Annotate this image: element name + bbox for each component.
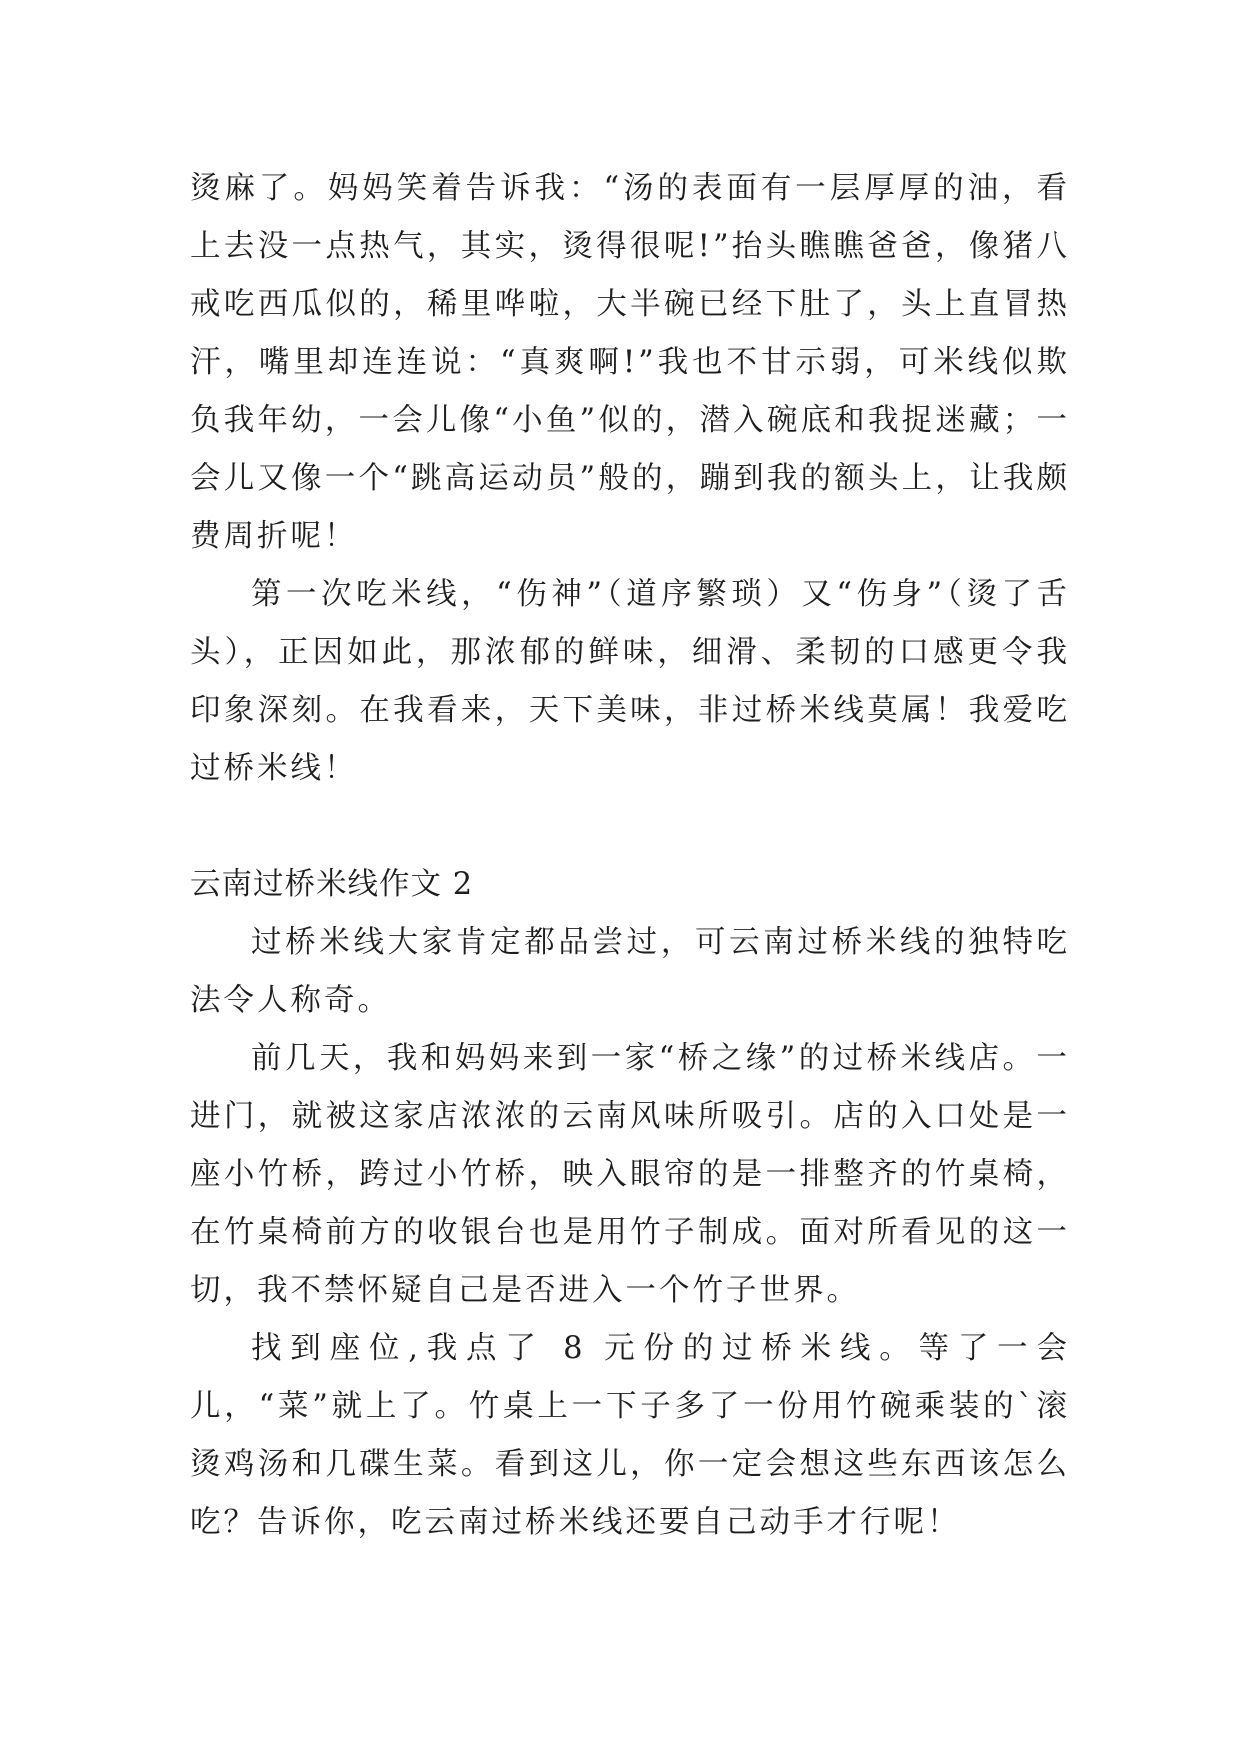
paragraph: 过桥米线大家肯定都品尝过，可云南过桥米线的独特吃法令人称奇。 (190, 925, 1070, 1018)
paragraph: 前几天，我和妈妈来到一家“桥之缘”的过桥米线店。一进门，就被这家店浓浓的云南风味所吸引。店的入口处是一座小竹桥，跨过小竹桥，映入眼帘的是一排整齐的竹桌椅，在竹桌椅前方的收银台也是用竹子制成。面对所看见的这一切，我不禁怀疑自己是否进入一个竹子世界。 (190, 1041, 1070, 1308)
section-title: 云南过桥米线作文 2 (190, 867, 474, 902)
paragraph: 第一次吃米线，“伤神”（道序繁琐）又“伤身”（烫了舌头），正因如此，那浓郁的鲜味，细滑、柔韧的口感更令我印象深刻。在我看来，天下美味，非过桥米线莫属！我爱吃过桥米线！ (190, 577, 1070, 786)
paragraph-continued: 烫麻了。妈妈笑着告诉我：“汤的表面有一层厚厚的油，看上去没一点热气，其实，烫得很呢!”抬头瞧瞧爸爸，像猪八戒吃西瓜似的，稀里哗啦，大半碗已经下肚了，头上直冒热汗，嘴里却连连说：“真爽啊!”我也不甘示弱，可米线似欺负我年幼，一会儿像“小鱼”似的，潜入碗底和我捉迷藏；一会儿又像一个“跳高运动员”般的，蹦到我的额头上，让我颇费周折呢！ (190, 171, 1070, 554)
document-body (190, 160, 1070, 1552)
paragraph-gap (190, 798, 1070, 856)
paragraph: 找到座位,我点了 8 元份的过桥米线。等了一会儿，“菜”就上了。竹桌上一下子多了一份用竹碗乘装的`滚烫鸡汤和几碟生菜。看到这儿，你一定会想这些东西该怎么吃？告诉你，吃云南过桥米线还要自己动手才行呢！ (190, 1331, 1070, 1540)
